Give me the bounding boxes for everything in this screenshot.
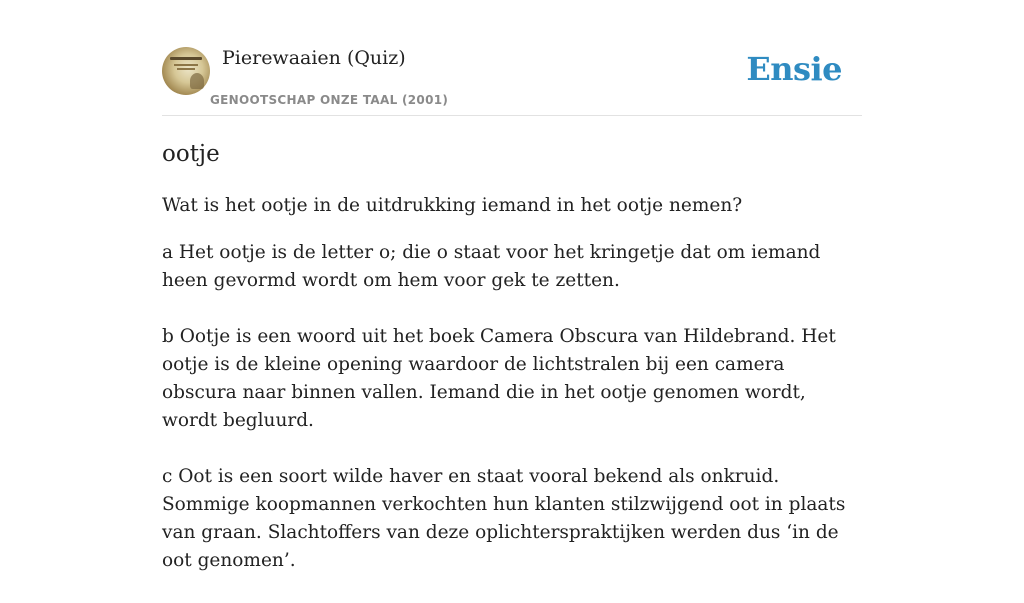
cover-title-band	[170, 57, 202, 60]
header-divider	[162, 115, 862, 116]
cover-text-line	[177, 68, 195, 70]
answer-option-b: b Ootje is een woord uit het boek Camera Obscura van Hildebrand. Het ootje is de kleine opening waardoor de lichtstralen bij een camera obscura naar binnen vallen. Iemand die in het ootje genomen wordt, wordt begluurd.	[162, 326, 836, 431]
answer-option-a: a Het ootje is de letter o; die o staat voor het kringetje dat om iemand heen gevormd wordt om hem voor gek te zetten.	[162, 242, 821, 291]
entry-content	[162, 192, 862, 603]
quiz-question: Wat is het ootje in de uitdrukking iemand in het ootje nemen?	[162, 195, 743, 216]
cover-figure	[190, 73, 204, 89]
entry-card	[162, 0, 862, 571]
book-cover-icon[interactable]	[162, 47, 210, 95]
cover-text-line	[174, 64, 198, 66]
source-title[interactable]: Pierewaaien (Quiz)	[222, 47, 406, 69]
answer-option-c: c Oot is een soort wilde haver en staat vooral bekend als onkruid. Sommige koopmannen verkochten hun klanten stilzwijgend oot in plaats van graan. Slachtoffers van deze oplichterspraktijken werden dus ‘in de oot genomen’.	[162, 466, 846, 571]
source-meta: GENOOTSCHAP ONZE TAAL (2001)	[210, 93, 449, 107]
brand-logo[interactable]: Ensie	[746, 50, 842, 88]
entry-title: ootje	[162, 141, 220, 167]
